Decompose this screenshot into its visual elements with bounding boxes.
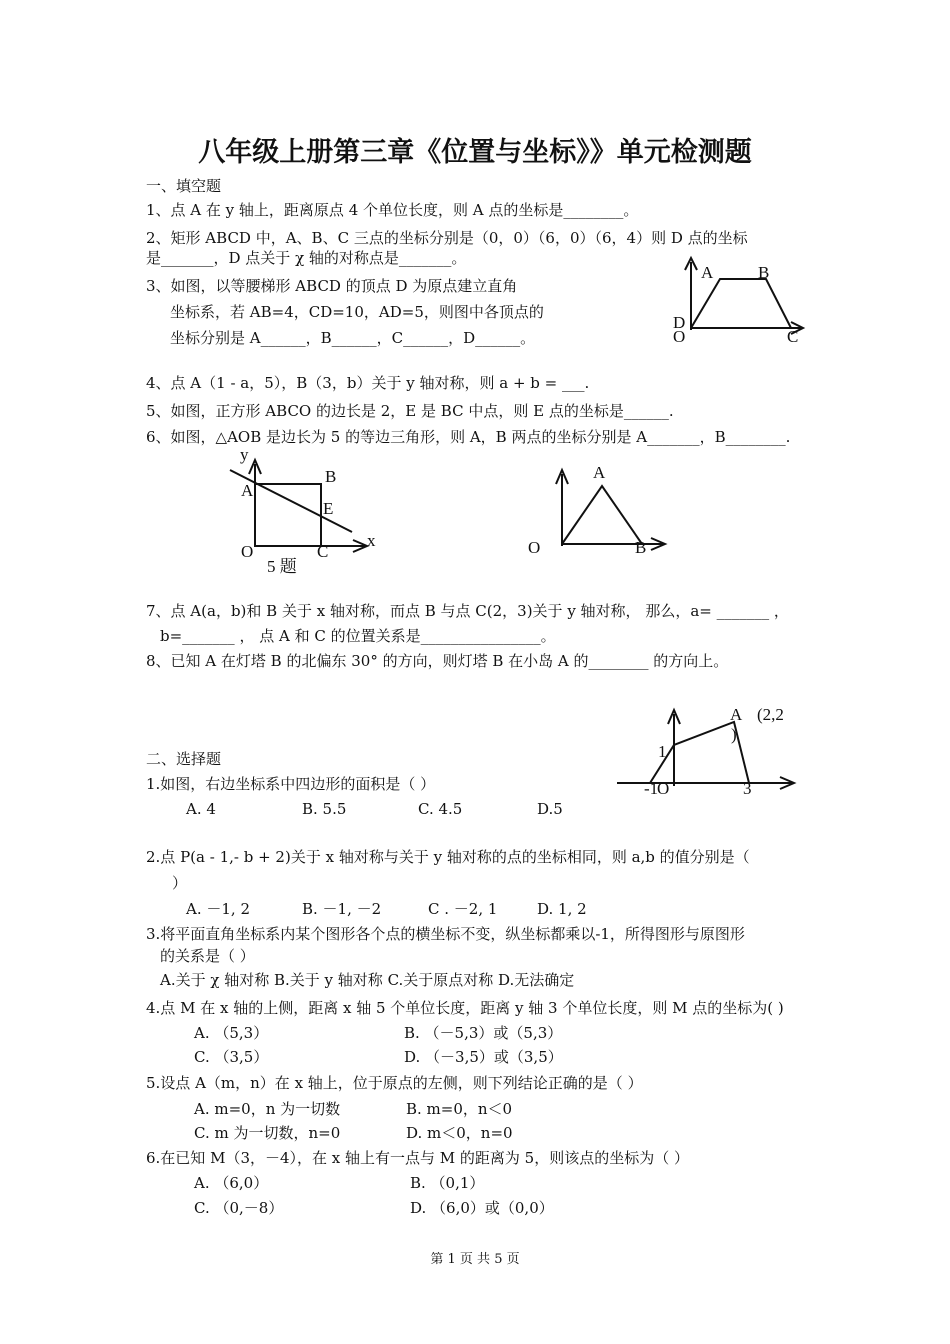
quad-label-o: O [657, 779, 670, 798]
sq-caption: 5 题 [267, 557, 297, 576]
quad-label-coord: (2,2 [757, 705, 784, 724]
choice-q3-opts: A.关于 χ 轴对称 B.关于 y 轴对称 C.关于原点对称 D.无法确定 [160, 971, 575, 989]
trap-label-d: D [673, 313, 686, 332]
choice-q1-opt-a: A. 4 [186, 800, 216, 818]
trap-label-b: B [758, 263, 770, 282]
fill-q2-line2: 是_______，D 点关于 χ 轴的对称点是_______。 [146, 249, 467, 267]
fill-q3-line1: 3、如图，以等腰梯形 ABCD 的顶点 D 为原点建立直角 [146, 277, 518, 295]
choice-q4-opt-c: C. （3,5） [194, 1048, 269, 1066]
choice-q6-opt-b: B. （0,1） [410, 1174, 485, 1192]
choice-q1-opt-b: B. 5.5 [302, 800, 347, 818]
quad-label-paren: ) [731, 725, 737, 744]
choice-q2-line1: 2.点 P(a - 1,- b + 2)关于 x 轴对称与关于 y 轴对称的点的坐标相同，则 a,b 的值分别是（ [146, 848, 750, 866]
choice-q5-opt-a: A. m=0，n 为一切数 [194, 1100, 341, 1118]
tri-label-a: A [593, 463, 606, 482]
quad-label-neg1: -1 [644, 779, 659, 798]
tri-label-o: O [528, 538, 541, 557]
fill-q3-line3: 坐标分别是 A______，B______，C______，D______。 [170, 329, 536, 347]
choice-q4-opt-d: D. （－3,5）或（3,5） [404, 1048, 563, 1066]
choice-q6-opt-c: C. （0,－8） [194, 1199, 284, 1217]
fill-q7-line1: 7、点 A(a，b)和 B 关于 x 轴对称，而点 B 与点 C(2，3)关于 y 轴对称， 那么，a= _______ ， [146, 602, 789, 620]
section1-heading: 一、填空题 [146, 177, 222, 195]
choice-q1-opt-c: C. 4.5 [418, 800, 463, 818]
quadrilateral-figure [612, 700, 812, 804]
fill-q3-line2: 坐标系，若 AB=4，CD=10，AD=5，则图中各顶点的 [170, 303, 544, 321]
tri-label-b: B [635, 538, 647, 557]
choice-q2-opt-d: D. 1, 2 [537, 900, 587, 918]
choice-q5-opt-b: B. m=0，n＜0 [406, 1100, 513, 1118]
trap-label-c: C [787, 327, 799, 346]
sq-label-b: B [325, 467, 337, 486]
sq-label-o: O [241, 542, 254, 561]
choice-q4: 4.点 M 在 x 轴的上侧，距离 x 轴 5 个单位长度，距离 y 轴 3 个单位长度，则 M 点的坐标为( ) [146, 999, 784, 1017]
choice-q3-line1: 3.将平面直角坐标系内某个图形各个点的横坐标不变，纵坐标都乘以-1，所得图形与原图形 [146, 925, 745, 943]
triangle-figure [525, 458, 675, 562]
choice-q5-opt-c: C. m 为一切数，n=0 [194, 1124, 341, 1142]
page-footer: 第 1 页 共 5 页 [430, 1252, 520, 1267]
quad-label-one: 1 [658, 742, 667, 761]
choice-q2-opt-a: A. －1, 2 [186, 900, 250, 918]
square-figure [225, 442, 385, 578]
choice-q1-opt-d: D.5 [537, 800, 563, 818]
choice-q4-opt-a: A. （5,3） [194, 1024, 269, 1042]
fill-q2-line1: 2、矩形 ABCD 中，A、B、C 三点的坐标分别是（0，0）（6，0）（6，4）则 D 点的坐标 [146, 229, 748, 247]
choice-q6: 6.在已知 M（3，－4），在 x 轴上有一点与 M 的距离为 5，则该点的坐标为（ ） [146, 1149, 689, 1167]
sq-label-y: y [240, 445, 249, 464]
choice-q6-opt-a: A. （6,0） [194, 1174, 269, 1192]
choice-q5-opt-d: D. m＜0，n=0 [406, 1124, 513, 1142]
quad-label-a: A [730, 705, 743, 724]
sq-label-c: C [317, 542, 329, 561]
choice-q2-opt-b: B. －1, －2 [302, 900, 382, 918]
fill-q7-line2: b=_______ ， 点 A 和 C 的位置关系是________________。 [160, 627, 556, 645]
fill-q5: 5、如图，正方形 ABCO 的边长是 2，E 是 BC 中点，则 E 点的坐标是______. [146, 402, 674, 420]
trap-label-a: A [701, 263, 714, 282]
fill-q6: 6、如图，△AOB 是边长为 5 的等边三角形，则 A，B 两点的坐标分别是 A_______，B________. [146, 428, 791, 446]
choice-q6-opt-d: D. （6,0）或（0,0） [410, 1199, 554, 1217]
section2-heading: 二、选择题 [146, 750, 222, 768]
fill-q8: 8、已知 A 在灯塔 B 的北偏东 30° 的方向，则灯塔 B 在小岛 A 的________ 的方向上。 [146, 652, 729, 670]
fill-q1: 1、点 A 在 y 轴上，距离原点 4 个单位长度，则 A 点的坐标是________。 [146, 201, 639, 219]
trapezoid-figure [665, 250, 815, 350]
choice-q5: 5.设点 A（m，n）在 x 轴上，位于原点的左侧，则下列结论正确的是（ ） [146, 1074, 643, 1092]
sq-label-e: E [323, 499, 334, 518]
sq-label-a: A [241, 481, 254, 500]
choice-q4-opt-b: B. （－5,3）或（5,3） [404, 1024, 563, 1042]
page-title: 八年级上册第三章《位置与坐标》》单元检测题 [198, 137, 752, 168]
choice-q1: 1.如图，右边坐标系中四边形的面积是（ ） [146, 775, 436, 793]
fill-q4: 4、点 A（1 - a，5），B（3，b）关于 y 轴对称，则 a + b = ___. [146, 374, 590, 392]
choice-q2-opt-c: C . －2, 1 [428, 900, 498, 918]
sq-label-x: x [367, 531, 376, 550]
trap-label-o: O [673, 327, 686, 346]
choice-q2-line2: ） [172, 874, 188, 892]
quad-label-three: 3 [743, 779, 752, 798]
choice-q3-line2: 的关系是（ ） [160, 947, 255, 965]
